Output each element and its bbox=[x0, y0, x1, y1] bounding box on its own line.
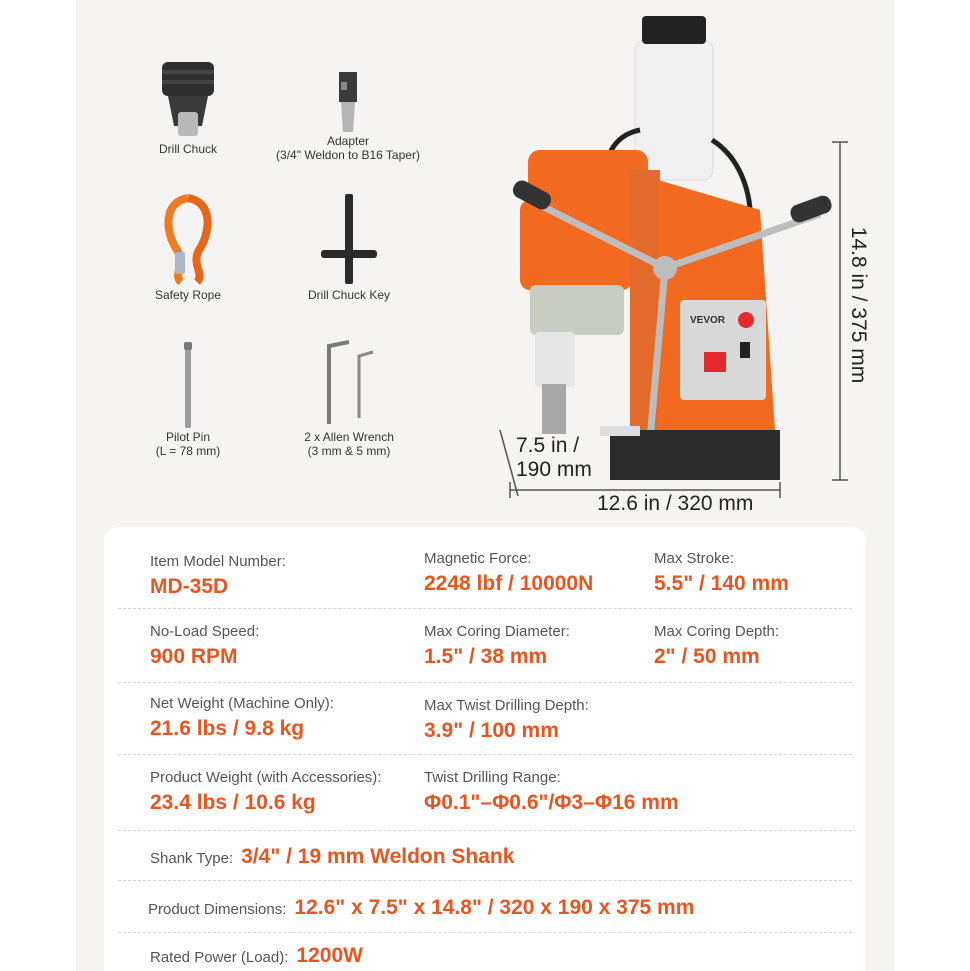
spec-no-load-speed: No-Load Speed: 900 RPM bbox=[150, 623, 260, 668]
spec-max-coring-diameter: Max Coring Diameter: 1.5" / 38 mm bbox=[424, 623, 570, 668]
width-dimension: 12.6 in / 320 mm bbox=[597, 492, 754, 515]
bottle-cap-icon bbox=[642, 16, 706, 44]
spec-max-stroke: Max Stroke: 5.5" / 140 mm bbox=[654, 550, 789, 595]
spec-shank-type: Shank Type: 3/4" / 19 mm Weldon Shank bbox=[150, 845, 515, 868]
brand-logo: VEVOR bbox=[690, 315, 726, 326]
power-light-icon bbox=[738, 312, 754, 328]
accessory-chuck-key bbox=[290, 192, 408, 302]
depth-dimension: 7.5 in / 190 mm bbox=[516, 434, 592, 481]
spec-product-dimensions: Product Dimensions: 12.6" x 7.5" x 14.8" / 320 x 190 x 375 mm bbox=[148, 896, 695, 919]
accessory-drill-chuck bbox=[140, 60, 236, 156]
spec-net-weight: Net Weight (Machine Only): 21.6 lbs / 9.8 kg bbox=[150, 695, 334, 740]
accessory-name: Adapter bbox=[326, 134, 370, 148]
spec-max-coring-depth: Max Coring Depth: 2" / 50 mm bbox=[654, 623, 780, 668]
accessory-pilot-pin bbox=[140, 340, 236, 458]
accessory-safety-rope bbox=[140, 192, 236, 302]
spec-product-weight: Product Weight (with Accessories): 23.4 lbs / 10.6 kg bbox=[150, 769, 382, 814]
accessory-name: Drill Chuck bbox=[158, 142, 217, 156]
drill-chuck-icon bbox=[158, 60, 218, 142]
accessory-subtext: (3/4" Weldon to B16 Taper) bbox=[276, 148, 420, 162]
accessory-name: Safety Rope bbox=[154, 288, 222, 302]
spec-model: Item Model Number: MD-35D bbox=[150, 553, 286, 598]
chuck-key-icon bbox=[317, 192, 381, 288]
accessory-allen-wrench bbox=[290, 340, 408, 458]
accessory-name: 2 x Allen Wrench bbox=[304, 430, 394, 444]
accessory-name: Pilot Pin bbox=[165, 430, 211, 444]
power-switch-icon bbox=[704, 352, 726, 372]
accessory-name: Drill Chuck Key bbox=[307, 288, 391, 302]
accessory-subtext: (L = 78 mm) bbox=[155, 444, 221, 458]
accessory-subtext: (3 mm & 5 mm) bbox=[307, 444, 391, 458]
spec-twist-range: Twist Drilling Range: Φ0.1"–Φ0.6"/Φ3–Φ16 mm bbox=[424, 769, 679, 814]
safety-rope-icon bbox=[153, 192, 223, 288]
pilot-pin-icon bbox=[180, 340, 196, 430]
height-dimension: 14.8 in / 375 mm bbox=[847, 226, 870, 384]
accessory-adapter bbox=[262, 70, 434, 162]
spec-card bbox=[104, 527, 866, 971]
spec-max-twist-depth: Max Twist Drilling Depth: 3.9" / 100 mm bbox=[424, 697, 589, 742]
spec-magnetic-force: Magnetic Force: 2248 lbf / 10000N bbox=[424, 550, 594, 595]
spec-rated-power: Rated Power (Load): 1200W bbox=[150, 944, 363, 967]
allen-wrench-icon bbox=[309, 340, 389, 430]
adapter-icon bbox=[333, 70, 363, 134]
